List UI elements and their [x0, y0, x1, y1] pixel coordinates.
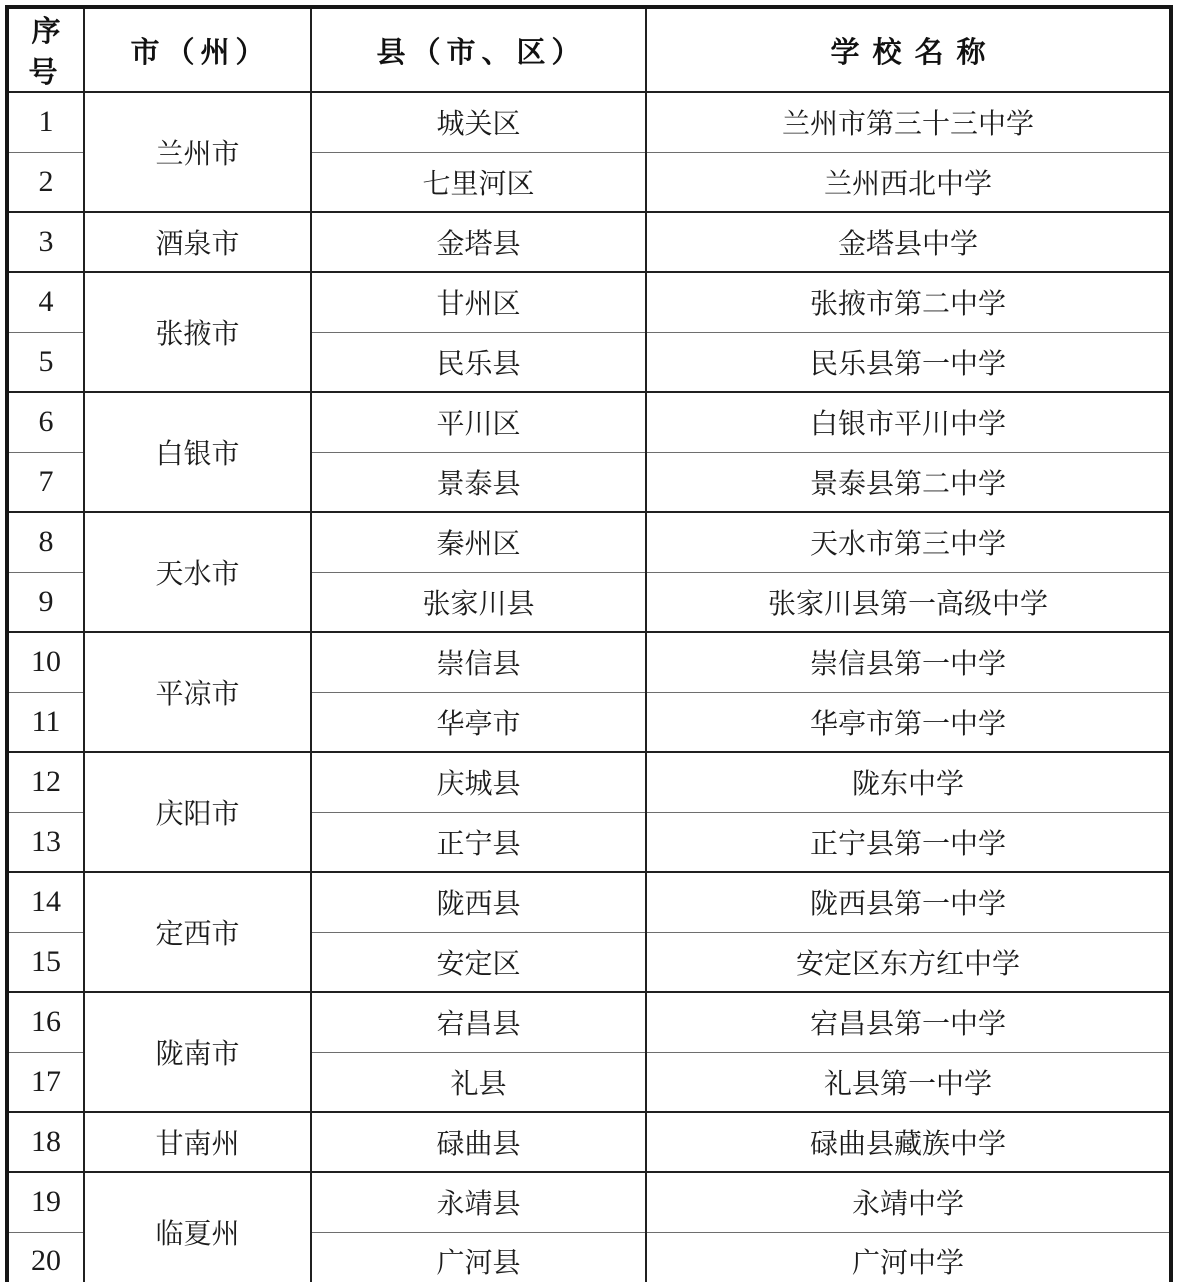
cell-school: 碌曲县藏族中学 [646, 1112, 1171, 1172]
cell-serial: 13 [7, 812, 84, 872]
cell-county: 民乐县 [311, 332, 646, 392]
cell-city: 张掖市 [84, 272, 311, 392]
cell-county: 崇信县 [311, 632, 646, 692]
cell-county: 七里河区 [311, 152, 646, 212]
cell-school: 天水市第三中学 [646, 512, 1171, 572]
cell-county: 张家川县 [311, 572, 646, 632]
table-row [7, 272, 1171, 332]
cell-school: 华亭市第一中学 [646, 692, 1171, 752]
table-header [7, 7, 1171, 92]
table-row [7, 212, 1171, 272]
table-row [7, 752, 1171, 812]
cell-school: 民乐县第一中学 [646, 332, 1171, 392]
cell-school: 礼县第一中学 [646, 1052, 1171, 1112]
cell-serial: 17 [7, 1052, 84, 1112]
cell-county: 华亭市 [311, 692, 646, 752]
cell-county: 正宁县 [311, 812, 646, 872]
cell-serial: 15 [7, 932, 84, 992]
cell-city: 临夏州 [84, 1172, 311, 1282]
cell-school: 景泰县第二中学 [646, 452, 1171, 512]
cell-serial: 9 [7, 572, 84, 632]
cell-school: 崇信县第一中学 [646, 632, 1171, 692]
cell-school: 白银市平川中学 [646, 392, 1171, 452]
table-row [7, 392, 1171, 452]
cell-county: 广河县 [311, 1232, 646, 1282]
cell-county: 陇西县 [311, 872, 646, 932]
cell-county: 安定区 [311, 932, 646, 992]
cell-serial: 12 [7, 752, 84, 812]
cell-city: 庆阳市 [84, 752, 311, 872]
cell-school: 正宁县第一中学 [646, 812, 1171, 872]
cell-school: 兰州西北中学 [646, 152, 1171, 212]
cell-city: 陇南市 [84, 992, 311, 1112]
cell-school: 安定区东方红中学 [646, 932, 1171, 992]
col-header-city: 市（州） [84, 7, 311, 92]
cell-serial: 11 [7, 692, 84, 752]
cell-serial: 16 [7, 992, 84, 1052]
cell-serial: 5 [7, 332, 84, 392]
cell-city: 酒泉市 [84, 212, 311, 272]
cell-county: 城关区 [311, 92, 646, 152]
cell-county: 甘州区 [311, 272, 646, 332]
cell-school: 宕昌县第一中学 [646, 992, 1171, 1052]
cell-school: 张家川县第一高级中学 [646, 572, 1171, 632]
cell-school: 张掖市第二中学 [646, 272, 1171, 332]
cell-serial: 4 [7, 272, 84, 332]
cell-county: 景泰县 [311, 452, 646, 512]
cell-school: 金塔县中学 [646, 212, 1171, 272]
cell-city: 平凉市 [84, 632, 311, 752]
table-row [7, 92, 1171, 152]
cell-county: 永靖县 [311, 1172, 646, 1232]
cell-school: 陇西县第一中学 [646, 872, 1171, 932]
table-row [7, 1172, 1171, 1232]
header-row [7, 7, 1171, 92]
table-row [7, 992, 1171, 1052]
table-row [7, 632, 1171, 692]
cell-county: 秦州区 [311, 512, 646, 572]
cell-serial: 18 [7, 1112, 84, 1172]
cell-serial: 20 [7, 1232, 84, 1282]
table-body [7, 92, 1171, 1282]
table-row [7, 1112, 1171, 1172]
cell-serial: 7 [7, 452, 84, 512]
cell-serial: 10 [7, 632, 84, 692]
cell-serial: 8 [7, 512, 84, 572]
cell-serial: 1 [7, 92, 84, 152]
col-header-school: 学校名称 [646, 7, 1171, 92]
cell-school: 陇东中学 [646, 752, 1171, 812]
cell-county: 庆城县 [311, 752, 646, 812]
cell-school: 兰州市第三十三中学 [646, 92, 1171, 152]
cell-serial: 6 [7, 392, 84, 452]
cell-county: 平川区 [311, 392, 646, 452]
cell-city: 甘南州 [84, 1112, 311, 1172]
cell-city: 白银市 [84, 392, 311, 512]
cell-city: 兰州市 [84, 92, 311, 212]
cell-serial: 14 [7, 872, 84, 932]
cell-city: 定西市 [84, 872, 311, 992]
cell-city: 天水市 [84, 512, 311, 632]
cell-county: 金塔县 [311, 212, 646, 272]
school-table [5, 5, 1173, 1282]
cell-county: 碌曲县 [311, 1112, 646, 1172]
col-header-county: 县（市、区） [311, 7, 646, 92]
cell-county: 宕昌县 [311, 992, 646, 1052]
cell-serial: 3 [7, 212, 84, 272]
cell-county: 礼县 [311, 1052, 646, 1112]
cell-serial: 19 [7, 1172, 84, 1232]
cell-school: 永靖中学 [646, 1172, 1171, 1232]
table-row [7, 512, 1171, 572]
cell-serial: 2 [7, 152, 84, 212]
col-header-serial: 序号 [7, 7, 84, 92]
cell-school: 广河中学 [646, 1232, 1171, 1282]
table-row [7, 872, 1171, 932]
